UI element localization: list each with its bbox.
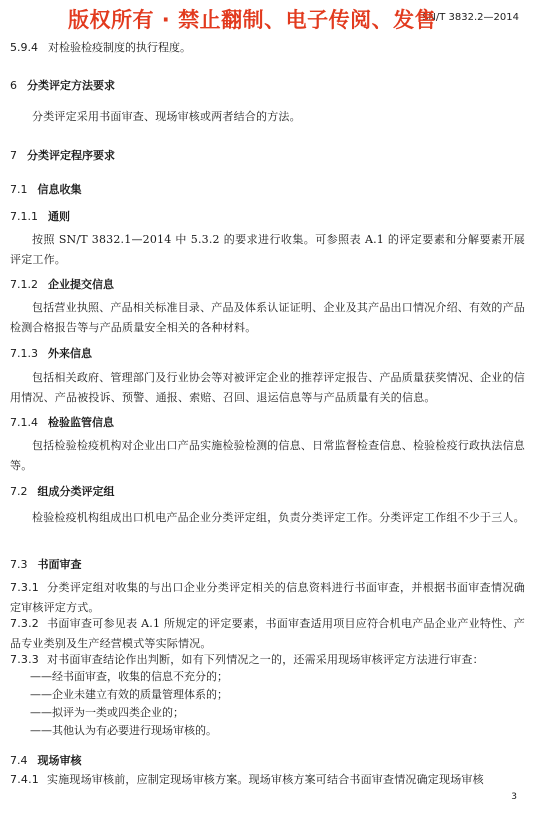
heading-7-3 [10,556,525,572]
clause-text: 书面审查可参见表 A.1 所规定的评定要素，书面审查适用项目应符合机电产品企业产业特性、产品专业类别及生产经营模式等实际情况。 [10,617,525,650]
standard-number: SN/T 3832.2—2014 [422,12,519,23]
page-number: 3 [511,792,517,802]
heading-number: 7.1.2 [10,278,38,291]
heading-number: 7.2 [10,485,28,498]
heading-7-1-2 [10,276,525,292]
dash-item: ——企业未建立有效的质量管理体系的； [30,688,228,701]
dash-item: ——拟评为一类或四类企业的； [30,706,184,719]
paragraph-7-1-2: 包括营业执照、产品相关标准目录、产品及体系认证证明、企业及其产品出口情况介绍、有效的产品检测合格报告等与产品质量安全相关的各种材料。 [10,301,525,334]
clause-7-4-1 [10,770,525,790]
heading-number: 7.1.4 [10,416,38,429]
heading-title: 组成分类评定组 [37,485,115,498]
heading-title: 外来信息 [48,347,92,360]
copyright-watermark: 版权所有 · 禁止翻制、电子传阅、发售 [68,8,437,32]
heading-7 [10,147,525,163]
heading-7-1-4 [10,414,525,430]
dash-item: ——经书面审查，收集的信息不充分的； [30,670,228,683]
dash-item: ——其他认为有必要进行现场审核的。 [30,724,217,737]
clause-text: 分类评定组对收集的与出口企业分类评定相关的信息资料进行书面审查，并根据书面审查情况确定审核评定方式。 [10,581,525,614]
heading-title: 书面审查 [37,558,82,571]
paragraph-7-1-1: 按照 SN/T 3832.1—2014 中 5.3.2 的要求进行收集。可参照表 A.1 的评定要素和分解要素开展评定工作。 [10,233,525,266]
clause-number: 7.3.2 [10,617,39,630]
clause-text: 对检验检疫制度的执行程度。 [48,41,191,54]
paragraph-7-1-3: 包括相关政府、管理部门及行业协会等对被评定企业的推荐评定报告、产品质量获奖情况、企业的信用情况、产品被投诉、预警、通报、索赔、召回、退运信息等与产品质量有关的信息。 [10,371,525,404]
paragraph-7-2: 检验检疫机构组成出口机电产品企业分类评定组，负责分类评定工作。分类评定工作组不少于三人。 [32,511,525,524]
heading-number: 7.4 [10,754,28,767]
clause-number: 7.3.1 [10,581,39,594]
clause-text: 对书面审查结论作出判断，如有下列情况之一的，还需采用现场审核评定方法进行审查： [47,653,484,666]
heading-7-1-3 [10,345,525,361]
heading-title: 分类评定程序要求 [27,149,115,162]
heading-title: 检验监管信息 [48,416,114,429]
clause-7-3-1 [10,578,525,618]
heading-number: 7.1 [10,183,28,196]
paragraph-6: 分类评定采用书面审查、现场审核或两者结合的方法。 [32,110,301,123]
heading-7-2 [10,483,525,499]
heading-title: 通则 [48,210,70,223]
heading-6 [10,77,525,93]
clause-number: 7.3.3 [10,653,39,666]
heading-title: 分类评定方法要求 [27,79,115,92]
heading-title: 企业提交信息 [48,278,114,291]
heading-7-1-1 [10,208,525,224]
heading-title: 现场审核 [37,754,82,767]
heading-number: 7.1.3 [10,347,38,360]
clause-7-3-3 [10,650,525,670]
clause-text: 实施现场审核前，应制定现场审核方案。现场审核方案可结合书面审查情况确定现场审核 [47,773,484,786]
clause-number: 7.4.1 [10,773,39,786]
heading-7-1 [10,181,525,197]
heading-number: 7 [10,149,17,162]
heading-number: 7.1.1 [10,210,38,223]
clause-number: 5.9.4 [10,41,38,54]
clause-5-9-4 [10,39,525,55]
clause-7-3-2 [10,614,525,654]
heading-title: 信息收集 [37,183,82,196]
paragraph-7-1-4: 包括检验检疫机构对企业出口产品实施检验检测的信息、日常监督检查信息、检验检疫行政执法信息等。 [10,439,525,472]
heading-number: 7.3 [10,558,28,571]
heading-7-4 [10,752,525,768]
heading-number: 6 [10,79,17,92]
